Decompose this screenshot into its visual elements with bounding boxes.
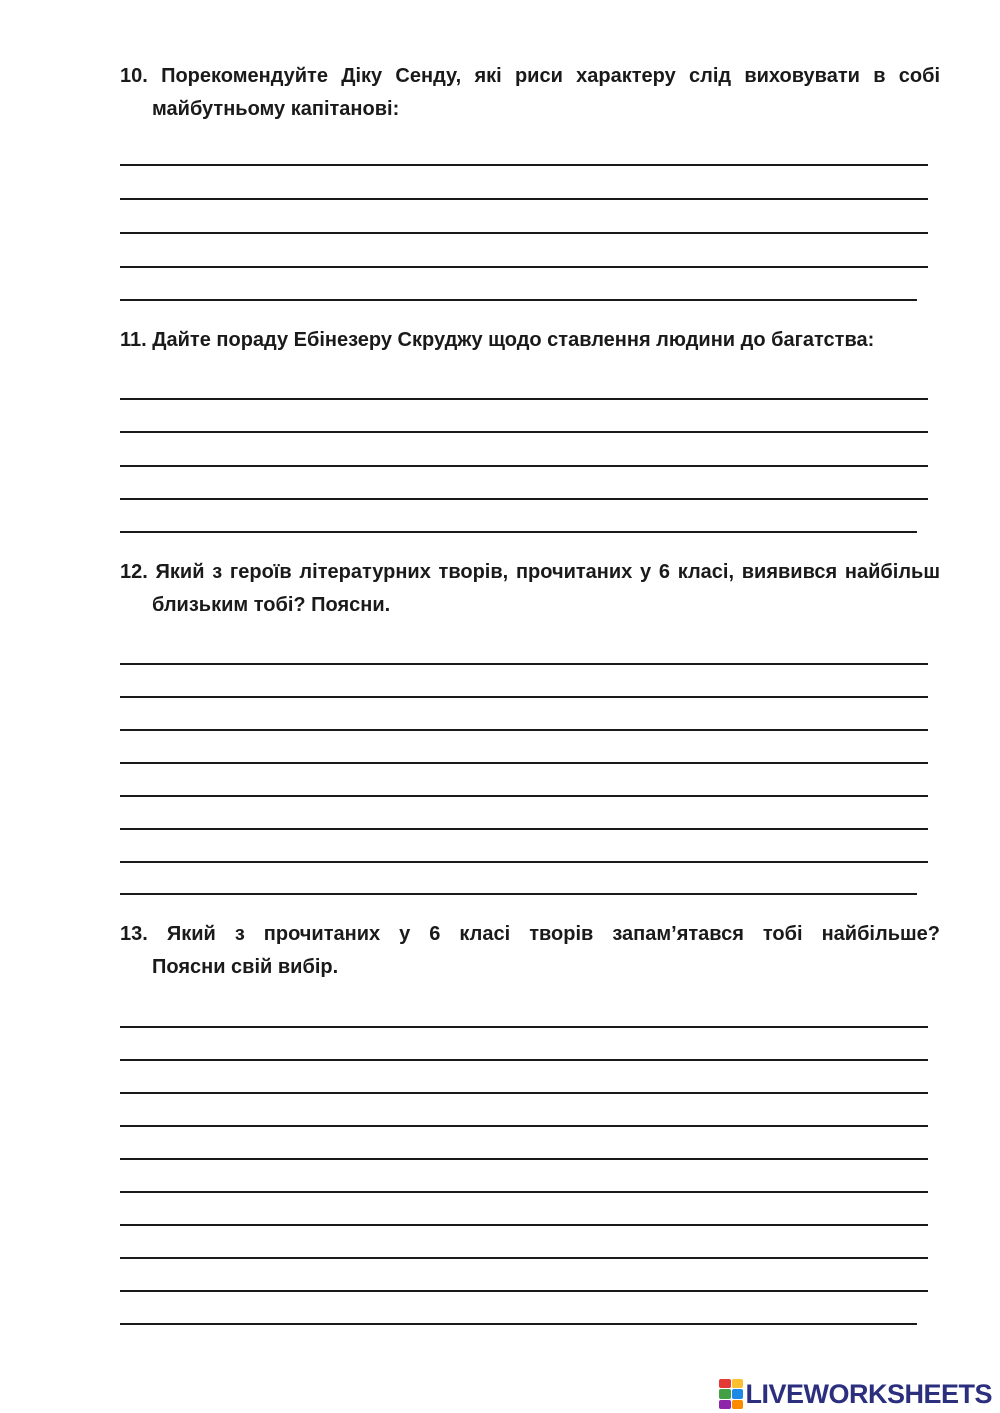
question-13: [120, 918, 940, 984]
answer-line[interactable]: [120, 1158, 928, 1160]
answer-line[interactable]: [120, 1125, 928, 1127]
liveworksheets-logo: [719, 1378, 992, 1410]
answer-line[interactable]: [120, 762, 928, 764]
answer-line[interactable]: [120, 431, 928, 433]
question-12: [120, 556, 940, 622]
answer-line[interactable]: [120, 164, 928, 166]
answer-line[interactable]: [120, 232, 928, 234]
logo-block: [732, 1379, 744, 1388]
answer-line[interactable]: [120, 1323, 917, 1325]
question-11: [120, 324, 940, 357]
logo-block: [719, 1389, 731, 1398]
answer-line[interactable]: [120, 198, 928, 200]
logo-block: [732, 1389, 744, 1398]
answer-line[interactable]: [120, 1026, 928, 1028]
question-13-line-2: Поясни свій вибір.: [152, 956, 339, 978]
answer-line[interactable]: [120, 531, 917, 533]
liveworksheets-logo-icon: [719, 1379, 743, 1409]
answer-line[interactable]: [120, 795, 928, 797]
answer-line[interactable]: [120, 398, 928, 400]
logo-block: [719, 1400, 731, 1409]
answer-line[interactable]: [120, 663, 928, 665]
answer-line[interactable]: [120, 465, 928, 467]
question-11-line-1: 11. Дайте пораду Ебінезеру Скруджу щодо ставлення людини до багатства:: [120, 329, 875, 351]
liveworksheets-logo-text: LIVEWORKSHEETS: [745, 1378, 992, 1409]
answer-line[interactable]: [120, 1224, 928, 1226]
answer-line[interactable]: [120, 299, 917, 301]
answer-line[interactable]: [120, 1191, 928, 1193]
question-10: [120, 60, 940, 126]
question-13-line-1: 13. Який з прочитаних у 6 класі творів запам’ятався тобі найбільше?: [120, 923, 940, 945]
answer-line[interactable]: [120, 498, 928, 500]
question-12-line-2: близьким тобі? Поясни.: [152, 594, 391, 616]
logo-block: [719, 1379, 731, 1388]
question-10-line-1: 10. Порекомендуйте Діку Сенду, які риси характеру слід виховувати в собі: [120, 65, 940, 87]
answer-line[interactable]: [120, 696, 928, 698]
logo-block: [732, 1400, 744, 1409]
answer-line[interactable]: [120, 1257, 928, 1259]
answer-line[interactable]: [120, 861, 928, 863]
question-12-line-1: 12. Який з героїв літературних творів, прочитаних у 6 класі, виявився найбільш: [120, 561, 940, 583]
answer-line[interactable]: [120, 1059, 928, 1061]
answer-line[interactable]: [120, 828, 928, 830]
answer-line[interactable]: [120, 266, 928, 268]
answer-line[interactable]: [120, 729, 928, 731]
answer-line[interactable]: [120, 893, 917, 895]
answer-line[interactable]: [120, 1290, 928, 1292]
question-10-line-2: майбутньому капітанові:: [152, 98, 400, 120]
answer-line[interactable]: [120, 1092, 928, 1094]
